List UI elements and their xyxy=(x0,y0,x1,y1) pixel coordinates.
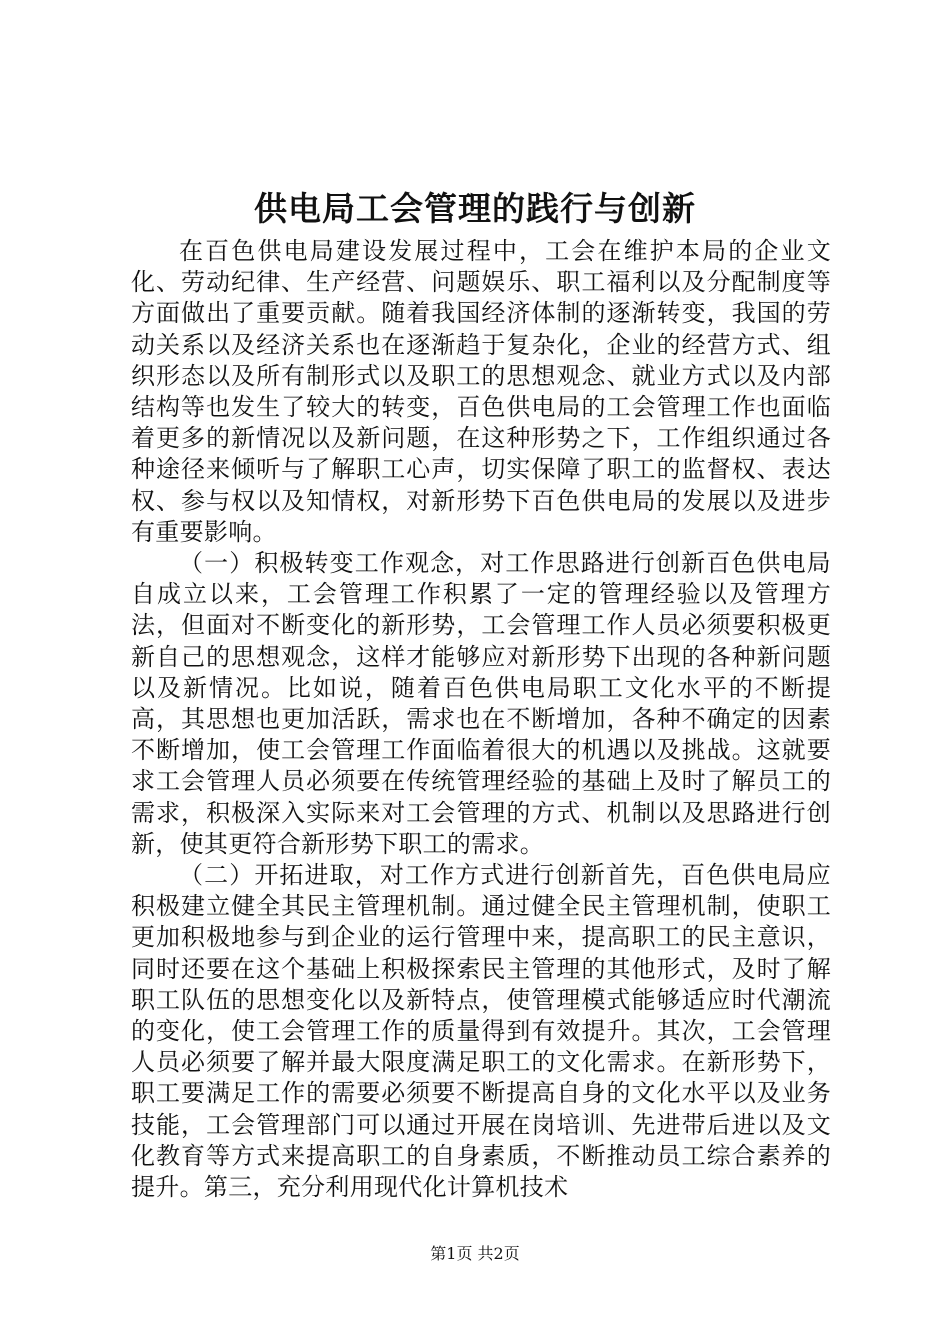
paragraph-section-2: （二）开拓进取，对工作方式进行创新首先，百色供电局应积极建立健全其民主管理机制。通过健全民主管理机制，使职工更加积极地参与到企业的运行管理中来，提高职工的民主意识，同时还要在这个基础上积极探索民主管理的其他形式，及时了解职工队伍的思想变化以及新特点，使管理模式能够适应时代潮流的变化，使工会管理工作的质量得到有效提升。其次，工会管理人员必须要了解并最大限度满足职工的文化需求。在新形势下，职工要满足工作的需要必须要不断提高自身的文化水平以及业务技能，工会管理部门可以通过开展在岗培训、先进带后进以及文化教育等方式来提高职工的自身素质，不断推动员工综合素养的提升。第三，充分利用现代化计算机技术 xyxy=(131,861,831,1202)
paragraph-section-1: （一）积极转变工作观念，对工作思路进行创新百色供电局自成立以来，工会管理工作积累了一定的管理经验以及管理方法，但面对不断变化的新形势，工会管理工作人员必须要积极更新自己的思想观念，这样才能够应对新形势下出现的各种新问题以及新情况。比如说，随着百色供电局职工文化水平的不断提高，其思想也更加活跃，需求也在不断增加，各种不确定的因素不断增加，使工会管理工作面临着很大的机遇以及挑战。这就要求工会管理人员必须要在传统管理经验的基础上及时了解员工的需求，积极深入实际来对工会管理的方式、机制以及思路进行创新，使其更符合新形势下职工的需求。 xyxy=(131,549,831,858)
document-body xyxy=(131,236,831,1203)
document-title: 供电局工会管理的践行与创新 xyxy=(254,189,696,228)
paragraph-intro: 在百色供电局建设发展过程中，工会在维护本局的企业文化、劳动纪律、生产经营、问题娱乐、职工福利以及分配制度等方面做出了重要贡献。随着我国经济体制的逐渐转变，我国的劳动关系以及经济关系也在逐渐趋于复杂化，企业的经营方式、组织形态以及所有制形式以及职工的思想观念、就业方式以及内部结构等也发生了较大的转变，百色供电局的工会管理工作也面临着更多的新情况以及新问题，在这种形势之下，工作组织通过各种途径来倾听与了解职工心声，切实保障了职工的监督权、表达权、参与权以及知情权，对新形势下百色供电局的发展以及进步有重要影响。 xyxy=(131,237,831,546)
page-footer: 第1页 共2页 xyxy=(430,1244,520,1263)
